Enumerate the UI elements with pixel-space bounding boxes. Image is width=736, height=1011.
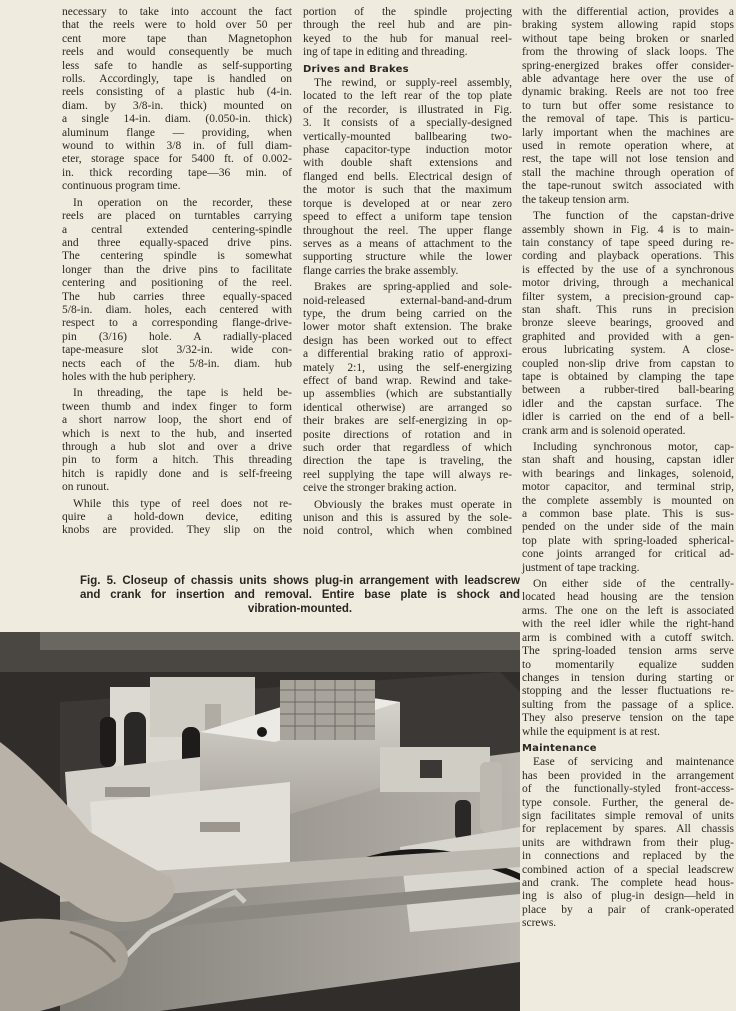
text-line: mately 2:1, using the self-energizing <box>303 361 512 374</box>
text-line: to turn but offer some resistance to <box>522 99 734 112</box>
text-line: 5/8-in. diam. holes, each centered with <box>62 303 292 316</box>
text-line: crank arm and is solenoid operated. <box>522 424 686 437</box>
text-line: between a rubber-tired ball-bearing <box>522 384 734 397</box>
text-line: throughout the reel. The upper flange <box>303 224 512 237</box>
text-line: identical otherwise) are arranged so <box>303 401 512 414</box>
text-line: with bearings and linkages, solenoid, <box>522 467 734 480</box>
text-line: has been provided in the arrangement <box>522 769 734 782</box>
paragraph <box>522 210 734 438</box>
text-line: design has been worked out to effect <box>303 334 512 347</box>
text-line: arms. The one on the left is associated <box>522 604 734 617</box>
text-line: ing is also of plug-in design—held in <box>522 890 734 903</box>
text-column-1 <box>62 6 292 541</box>
text-line: with double shaft extensions and <box>303 157 512 170</box>
text-line: the takeup tension arm. <box>522 193 630 206</box>
text-line: tain constancy of tape speed during re- <box>522 236 734 249</box>
text-line: nects each of the 5/8-in. diam. hub <box>62 357 292 370</box>
text-line: braking system allowing rapid stops <box>522 19 734 32</box>
text-line: the motor is such that the maximum <box>303 184 512 197</box>
text-line: is effected by the use of a synchronous <box>522 263 734 276</box>
text-line: that the reels were to hold over 50 per <box>62 19 292 32</box>
text-line: pended on the under side of the main <box>522 521 734 534</box>
text-line: The hub carries three equally-spaced <box>62 290 292 303</box>
text-line: idler is carried on the end of a bell- <box>522 411 734 424</box>
text-line: aluminum flange — providing, when <box>62 126 292 139</box>
text-line: While this type of reel does not re- <box>73 497 292 510</box>
text-line: reels are placed on turntables carrying <box>62 210 292 223</box>
paragraph <box>522 6 734 207</box>
text-line: cent more tape than Magnetophon <box>62 32 292 45</box>
text-line: holes with the hub periphery. <box>62 370 196 383</box>
text-line: flange carries the brake assembly. <box>303 264 459 277</box>
text-line: and three equally-spaced drive pins. <box>62 236 292 249</box>
text-line: on runout. <box>62 481 110 494</box>
text-column-2 <box>303 6 512 542</box>
text-line: with the differential action, provides a <box>522 6 734 18</box>
text-line: longer than the drive pins to facilitate <box>62 263 292 276</box>
text-line: through the reel hub and are pin- <box>303 19 512 32</box>
text-line: quire a hold-down device, editing <box>62 511 292 524</box>
text-line: the complete assembly is mounted on <box>522 494 734 507</box>
text-line: graphited and provided with a gen- <box>522 330 734 343</box>
caption-line: vibration-mounted. <box>247 603 353 615</box>
text-line: dynamic braking. Reels are not too free <box>522 86 734 99</box>
text-line: hitch is rapidly done and is self-freeing <box>62 467 292 480</box>
text-line: The function of the capstan-drive <box>533 210 734 223</box>
text-line: screws. <box>522 917 557 930</box>
text-line: justment of tape tracking. <box>522 561 640 574</box>
text-line: sign facilitates simple removal of units <box>522 809 734 822</box>
text-line: serves as a means of attachment to the <box>303 237 512 250</box>
text-line: knobs are provided. They slip on the <box>62 524 292 537</box>
text-line: without tape being broken or snarled <box>522 32 734 45</box>
paragraph <box>522 441 734 575</box>
text-line: cording and playback operations. This <box>522 250 734 263</box>
text-line: Including synchronous motor, cap- <box>533 441 734 453</box>
text-line: place by a pair of crank-operated <box>522 903 734 916</box>
text-line: motor driving, through a mechanical <box>522 277 734 290</box>
paragraph <box>303 77 512 278</box>
text-line: The spring-loaded tension arms serve <box>522 645 734 658</box>
text-line: The centering spindle is somewhat <box>62 250 292 263</box>
text-line: supporting structure while the lower <box>303 251 512 264</box>
figure-photo-chassis-units <box>0 632 520 1011</box>
text-line: rest, the tape will not lose tension and <box>522 153 734 166</box>
text-line: vertically-mounted ballbearing two- <box>303 130 512 143</box>
paragraph <box>62 197 292 385</box>
paragraph <box>522 756 734 930</box>
text-line: in. thick recording tape—36 min. of <box>62 166 292 179</box>
section-heading: Maintenance <box>522 742 597 754</box>
text-line: the tape-runout switch associated with <box>522 180 734 193</box>
text-line: diam. by 3/8-in. thick) mounted on <box>62 99 292 112</box>
text-line: On either side of the centrally- <box>533 578 734 591</box>
text-line: type console. Further, the general de- <box>522 796 734 809</box>
text-line: reels consisting of a plastic hub (4-in. <box>62 86 292 99</box>
text-line: arm is combined with a cutoff switch. <box>522 631 734 644</box>
text-line: 3. It consists of a specially-designed <box>303 117 512 130</box>
text-line: assembly shown in Fig. 4 is to main- <box>522 223 734 236</box>
text-line: keyed to the hub for manual reel- <box>303 32 512 45</box>
paragraph <box>62 498 292 538</box>
paragraph <box>303 281 512 496</box>
text-line: spring-energized brakes offer consider- <box>522 59 734 72</box>
text-line: less safe to handle as self-supporting <box>62 59 292 72</box>
text-line: They also preserve tension on the tape <box>522 712 734 725</box>
text-line: centering and positioning of the reel. <box>62 277 292 290</box>
text-line: rolls. Accordingly, tape is handled on <box>62 73 292 86</box>
text-line: phase capacitor-type induction motor <box>303 144 512 157</box>
text-line: erous lubricating system. A close- <box>522 344 734 357</box>
text-line: pin (3/16) hole. A radially-placed <box>62 330 292 343</box>
text-line: through a hub slot and over a drive <box>62 441 292 453</box>
text-line: the removal of tape. This is particu- <box>522 113 734 126</box>
text-line: stall the machine through operation of <box>522 166 734 179</box>
text-line: from the throwing of slack loops. The <box>522 46 734 59</box>
text-line: portion of the spindle projecting <box>303 6 512 18</box>
text-line: unison and this is assured by the sole- <box>303 512 512 525</box>
text-line: while the equipment is at rest. <box>522 725 660 738</box>
text-line: posite directions of rotation and in <box>303 428 512 441</box>
text-line: units are withdrawn from their plug- <box>522 836 734 849</box>
text-line: a central extended centering-spindle <box>62 223 292 236</box>
text-line: a single 14-in. diam. (0.050-in. thick) <box>62 113 292 126</box>
text-line: stan shaft. This runs in precision <box>522 303 734 316</box>
text-line: noid-released external-band-and-drum <box>303 294 512 307</box>
text-line: for replacement by spares. All chassis <box>522 823 734 836</box>
text-line: stopping and the lesser fluctuations re- <box>522 685 734 698</box>
text-line: tape-measure slot 3/32-in. wide con- <box>62 344 292 357</box>
text-line: pin to form a hitch. This threading <box>62 454 292 467</box>
text-line: respect to a corresponding flange-drive- <box>62 317 292 330</box>
paragraph <box>62 387 292 494</box>
text-line: such order that regardless of which <box>303 442 512 454</box>
text-line: ceive the stronger braking action. <box>303 482 457 495</box>
text-line: combined action of a special leadscrew <box>522 863 734 876</box>
text-line: up assemblies (which are substantially <box>303 388 512 401</box>
text-line: and crank. The complete head hous- <box>522 877 734 889</box>
text-line: tween thumb and index finger to form <box>62 400 292 413</box>
text-line: Brakes are spring-applied and sole- <box>314 281 512 294</box>
caption-line: and crank for insertion and removal. Entire base plate is shock and <box>80 589 520 601</box>
text-line: their brakes are self-energizing in op- <box>303 415 512 428</box>
text-line: to momentarily equalize sudden <box>522 658 734 671</box>
text-line: in connections and replaced by the <box>522 850 734 863</box>
paragraph <box>522 578 734 739</box>
text-line: type, the drum being carried on the <box>303 307 512 320</box>
text-line: continuous program time. <box>62 180 181 193</box>
text-line: with the reel idler while the right-hand <box>522 618 734 631</box>
text-line: larly important when the machines are <box>522 126 734 139</box>
text-line: reel supplying the tape will always re- <box>303 468 512 481</box>
text-line: used in remote operation where, at <box>522 140 734 153</box>
text-line: cone joints arranged for critical ad- <box>522 548 734 561</box>
text-line: a short narrow loop, the short end of <box>62 414 292 427</box>
text-line: effect of band wrap. Rewind and take- <box>303 374 512 387</box>
text-line: a common base plate. This is sus- <box>522 508 734 521</box>
text-line: of the functionally-styled front-access- <box>522 783 734 796</box>
text-line: necessary to take into account the fact <box>62 6 292 18</box>
text-column-3 <box>522 6 734 934</box>
text-line: In operation on the recorder, these <box>73 196 292 209</box>
text-line: flanged end bells. Electrical design of <box>303 170 512 183</box>
caption-line: Fig. 5. Closeup of chassis units shows plug-in arrangement with leadscrew <box>80 575 520 587</box>
text-line: noid control, which when combined <box>303 525 512 538</box>
text-line: located head housing are the tension <box>522 591 734 604</box>
text-line: changes in tension during starting or <box>522 671 734 684</box>
text-line: reels and would consequently be much <box>62 46 292 59</box>
section-heading: Drives and Brakes <box>303 63 409 75</box>
paragraph <box>62 6 292 194</box>
text-line: sulting from the passage of a splice. <box>522 698 734 711</box>
text-line: speed to effect a uniform tape tension <box>303 211 512 224</box>
text-line: which is next to the hub, and inserted <box>62 427 292 440</box>
photo-illustration <box>0 632 520 1011</box>
text-line: eter, storage space for 5400 ft. of 0.002- <box>62 153 292 166</box>
text-line: bronze sleeve bearings, grooved and <box>522 317 734 330</box>
figure-caption <box>80 574 520 616</box>
text-line: The rewind, or supply-reel assembly, <box>314 77 512 90</box>
text-line: In threading, the tape is held be- <box>73 387 292 400</box>
text-line: filter system, a precision-ground cap- <box>522 290 734 303</box>
text-line: idler and the capstan surface. The <box>522 397 734 410</box>
text-line: located to the left rear of the top plate <box>303 90 512 103</box>
text-line: able advantage here over the use of <box>522 73 734 86</box>
text-line: wound to within 3/8 in. of full diam- <box>62 140 292 153</box>
text-line: top plate with spring-loaded spherical- <box>522 534 734 547</box>
text-line: torque is developed at or near zero <box>303 197 512 210</box>
text-line: ing of tape in editing and threading. <box>303 46 468 59</box>
paragraph <box>303 499 512 539</box>
text-line: motor capacitor, and terminal strip, <box>522 481 734 494</box>
text-line: lower motor shaft extension. The brake <box>303 321 512 334</box>
text-line: a differential braking ratio of approxi- <box>303 348 512 361</box>
text-line: Ease of servicing and maintenance <box>533 756 734 769</box>
text-line: tape is obtained by clamping the tape <box>522 370 734 383</box>
text-line: Obviously the brakes must operate in <box>314 498 512 511</box>
text-line: coupled non-slip drive from capstan to <box>522 357 734 370</box>
text-line: stan shaft and housing, capstan idler <box>522 454 734 467</box>
paragraph <box>303 6 512 60</box>
text-line: direction the tape is traveling, the <box>303 455 512 468</box>
text-line: of the recorder, is illustrated in Fig. <box>303 103 512 116</box>
